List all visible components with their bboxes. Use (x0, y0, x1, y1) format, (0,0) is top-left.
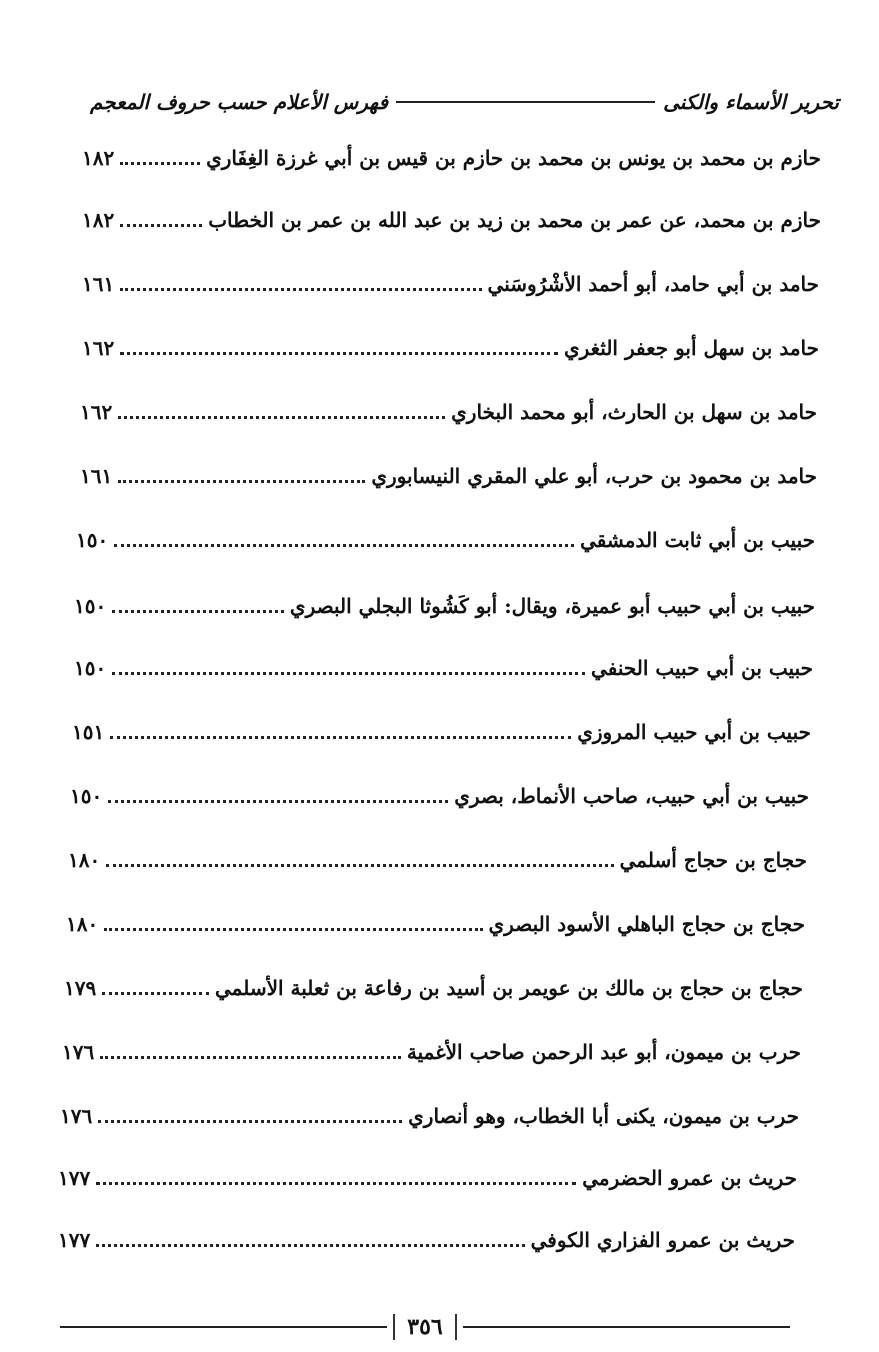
dot-leader (104, 918, 482, 931)
entry-page-number: ١٧٧ (58, 1228, 91, 1252)
dot-leader (112, 662, 585, 675)
entry-page-number: ١٧٦ (62, 1040, 95, 1064)
entry-name: حرب بن ميمون، أبو عبد الرحمن صاحب الأغمية (406, 1040, 801, 1064)
index-entry (82, 328, 819, 368)
entry-name: حامد بن محمود بن حرب، أبو علي المقري النيسابوري (371, 464, 817, 488)
entry-page-number: ١٧٧ (58, 1166, 91, 1190)
entry-page-number: ١٧٦ (60, 1104, 93, 1128)
footer-rule-left (60, 1326, 387, 1328)
entry-name: حرب بن ميمون، يكنى أبا الخطاب، وهو أنصاري (408, 1104, 799, 1128)
index-entry (80, 456, 817, 496)
entry-name: حبيب بن أبي حبيب المروزي (577, 720, 811, 744)
dot-leader (120, 342, 558, 355)
section-title: فهرس الأعلام حسب حروف المعجم (90, 90, 389, 114)
index-entry (64, 968, 803, 1008)
dot-leader (100, 1046, 401, 1059)
entry-page-number: ١٧٩ (64, 976, 97, 1000)
entry-name: حبيب بن أبي حبيب الحنفي (591, 656, 813, 680)
dot-leader (120, 278, 481, 291)
dot-leader (112, 600, 284, 613)
entry-page-number: ١٦١ (80, 464, 113, 488)
dot-leader (106, 854, 613, 867)
dot-leader (102, 982, 209, 995)
entry-name: حجاج بن حجاج بن مالك بن عويمر بن أسيد بن رفاعة بن ثعلبة الأسلمي (215, 976, 803, 1000)
header-rule (396, 101, 655, 103)
dot-leader (96, 1172, 576, 1185)
entry-page-number: ١٨٠ (66, 912, 99, 936)
entry-page-number: ١٨٠ (68, 848, 101, 872)
entry-page-number: ١٥٠ (76, 528, 109, 552)
index-entry (68, 840, 807, 880)
index-entry (66, 904, 805, 944)
index-entry (82, 200, 821, 240)
entry-name: حريث بن عمرو الفزاري الكوفي (530, 1228, 795, 1252)
index-entry (72, 712, 811, 752)
dot-leader (98, 1110, 402, 1123)
index-entry (58, 1220, 795, 1260)
dot-leader (120, 152, 200, 165)
entry-name: حبيب بن أبي ثابت الدمشقي (580, 528, 815, 552)
entry-page-number: ١٥٠ (70, 784, 103, 808)
dot-leader (120, 214, 202, 227)
entry-page-number: ١٥٠ (74, 594, 107, 618)
dot-leader (118, 406, 445, 419)
entry-name: حجاج بن حجاج الباهلي الأسود البصري (488, 912, 805, 936)
index-entry (74, 586, 815, 626)
index-entry (82, 264, 819, 304)
page-number: ٣٥٦ (393, 1314, 456, 1340)
entry-page-number: ١٦٢ (82, 336, 115, 360)
entry-page-number: ١٥٠ (74, 656, 107, 680)
index-entry (58, 1158, 797, 1198)
entry-page-number: ١٦١ (82, 272, 115, 296)
dot-leader (110, 726, 571, 739)
dot-leader (108, 790, 448, 803)
entry-name: حبيب بن أبي حبيب، صاحب الأنماط، بصري (454, 784, 809, 808)
entry-name: حامد بن سهل أبو جعفر الثغري (563, 336, 819, 360)
index-entry (60, 1096, 799, 1136)
dot-leader (118, 470, 365, 483)
dot-leader (96, 1234, 524, 1247)
entry-name: حامد بن سهل بن الحارث، أبو محمد البخاري (451, 400, 817, 424)
book-title: تحرير الأسماء والكنى (663, 90, 839, 114)
entry-page-number: ١٨٢ (82, 208, 115, 232)
entry-name: حريث بن عمرو الحضرمي (582, 1166, 797, 1190)
index-entry (82, 138, 821, 178)
index-entry (62, 1032, 801, 1072)
entry-name: حبيب بن أبي حبيب أبو عميرة، ويقال: أبو كَشُوثا البجلي البصري (289, 594, 815, 618)
entry-name: حازم بن محمد، عن عمر بن محمد بن زيد بن عبد الله بن عمر بن الخطاب (208, 208, 821, 232)
index-entry (80, 392, 817, 432)
footer-rule-right (463, 1326, 790, 1328)
page-footer (60, 1312, 790, 1342)
index-entry (70, 776, 809, 816)
entry-page-number: ١٥١ (72, 720, 105, 744)
entry-page-number: ١٦٢ (80, 400, 113, 424)
index-entry (74, 648, 813, 688)
entry-name: حجاج بن حجاج أسلمي (619, 848, 807, 872)
entry-name: حامد بن أبي حامد، أبو أحمد الأشْرُوسَني (487, 272, 819, 296)
dot-leader (114, 534, 574, 547)
running-header (90, 82, 839, 122)
entry-name: حازم بن محمد بن يونس بن محمد بن حازم بن قيس بن أبي غرزة الغِفَاري (206, 146, 821, 170)
entry-page-number: ١٨٢ (82, 146, 115, 170)
index-entry (76, 520, 815, 560)
